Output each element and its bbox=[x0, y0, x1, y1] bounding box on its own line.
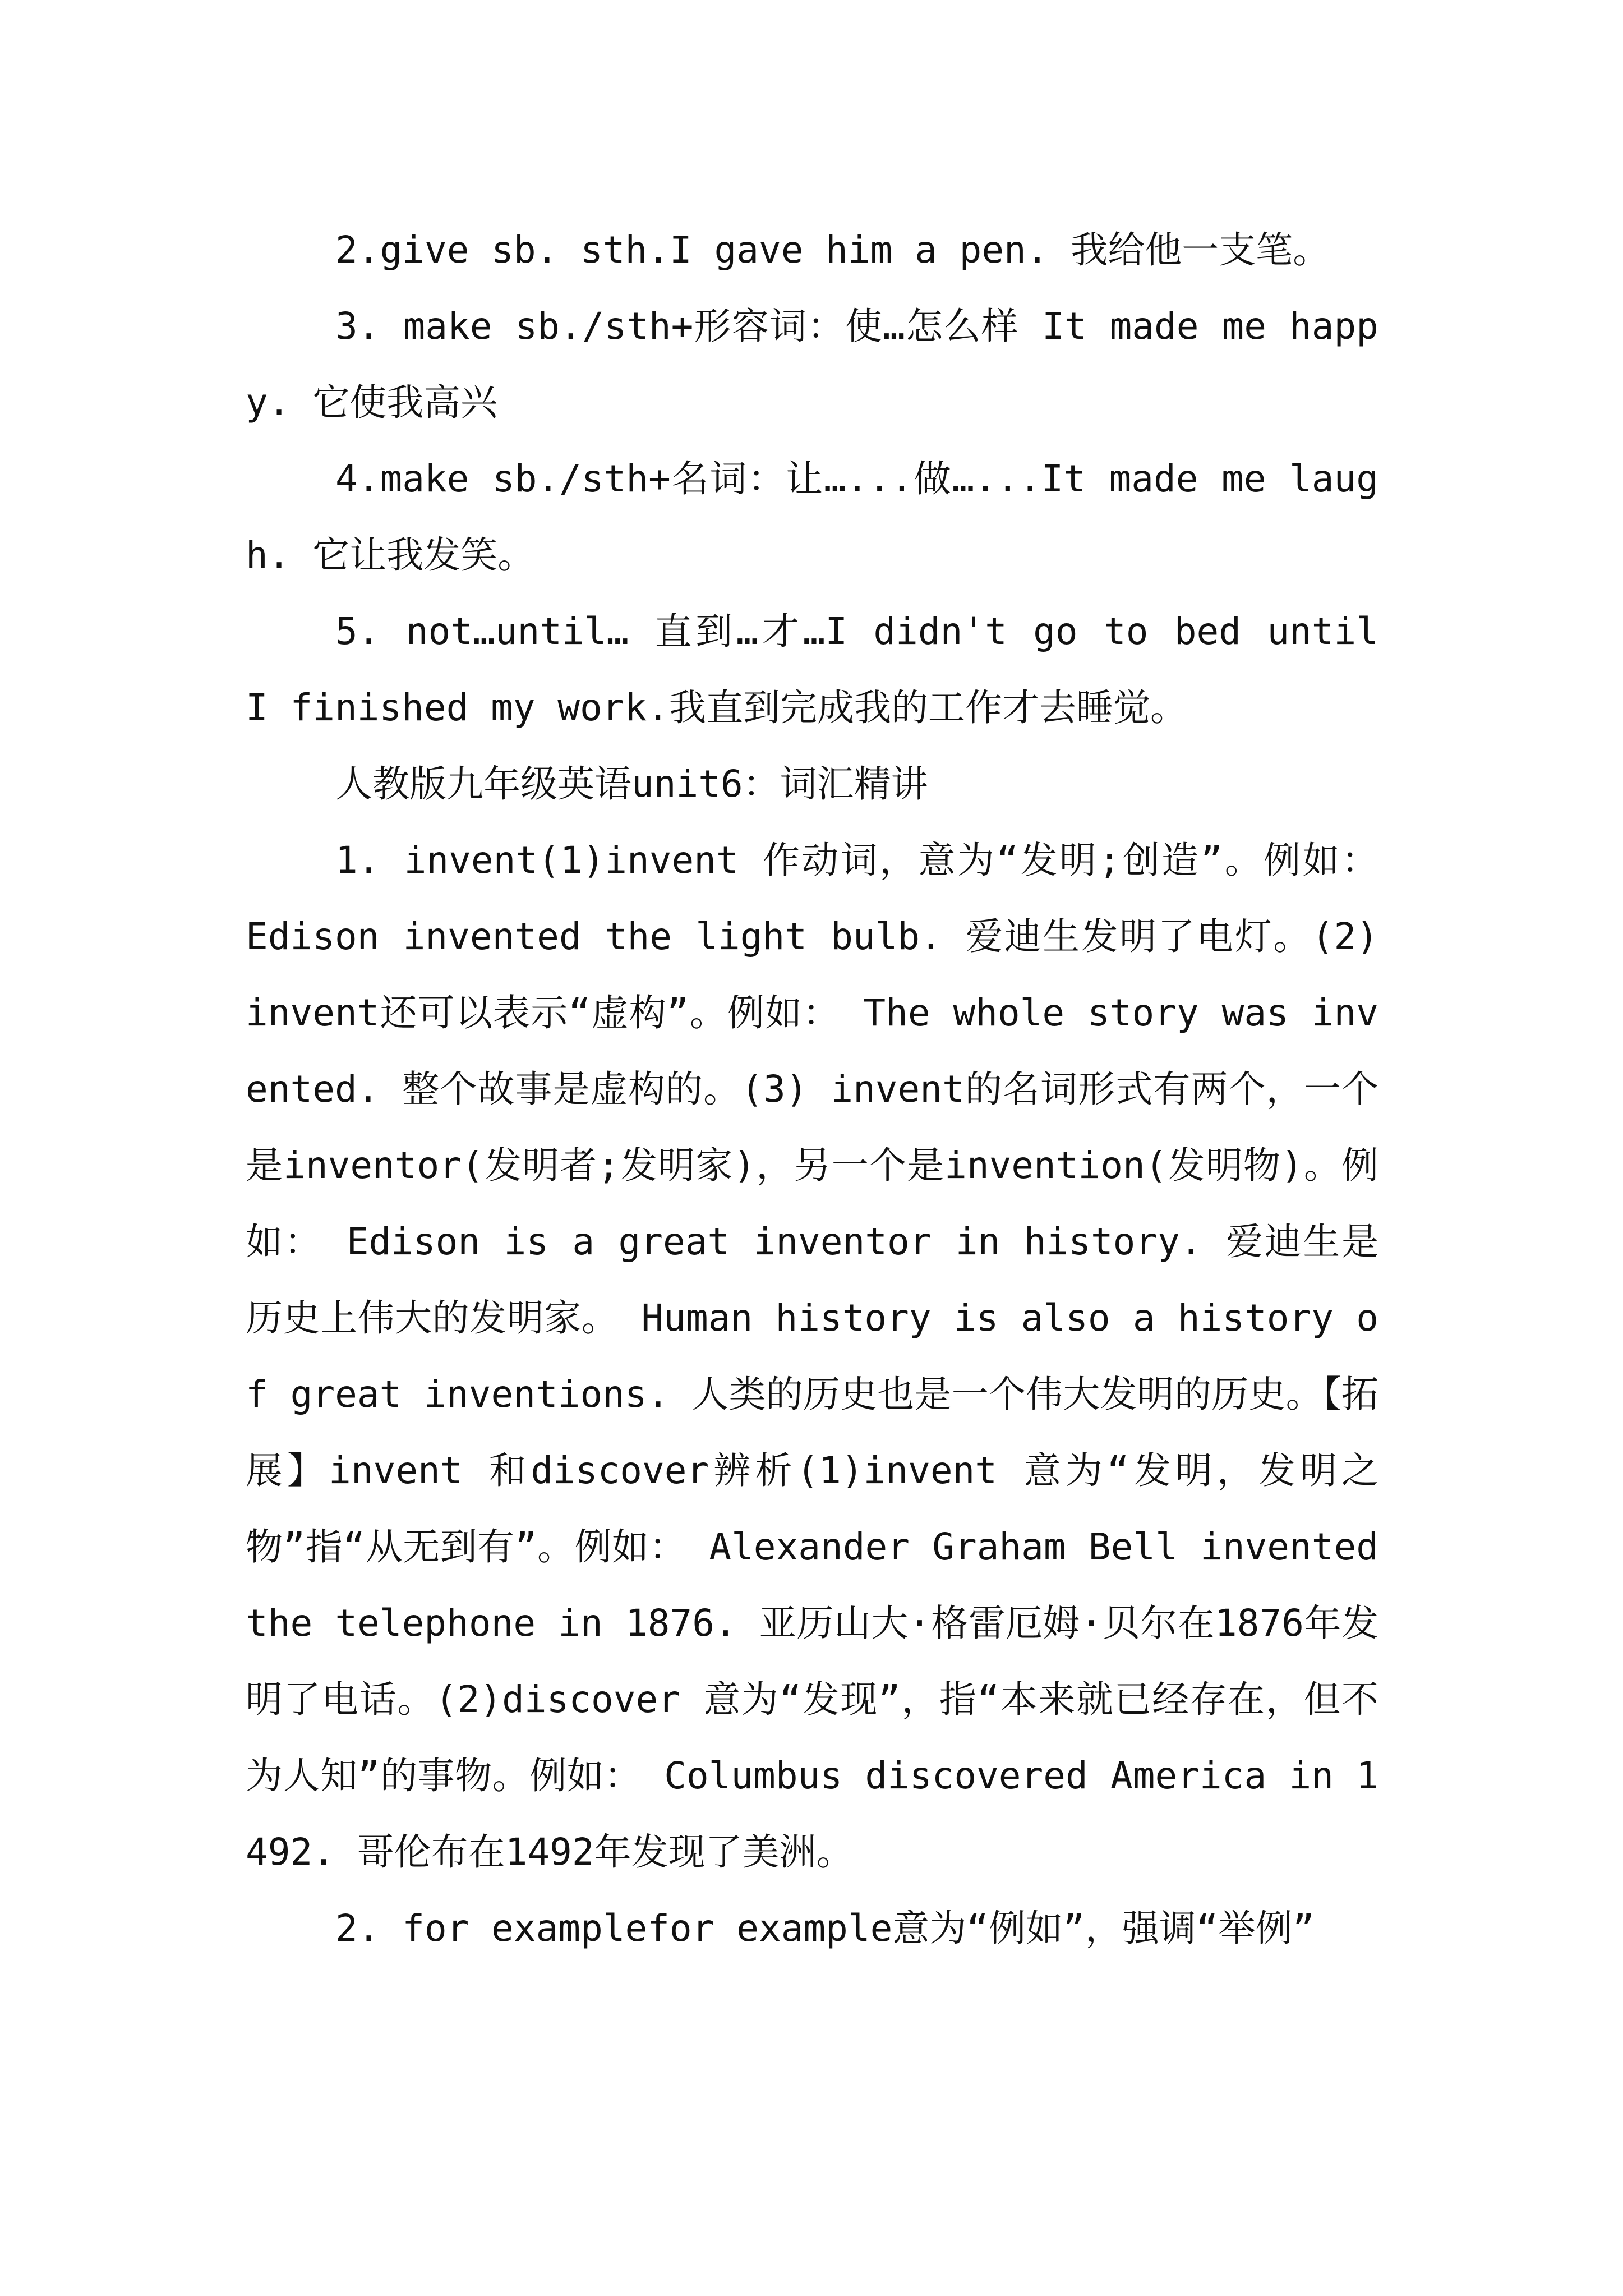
paragraph-for-example: 2. for examplefor example意为“例如”，强调“举例” bbox=[335, 1907, 1315, 1950]
paragraph-make-noun: 4.make sb./sth+名词：让…...做…...It made me laugh. 它让我发笑。 bbox=[246, 457, 1378, 577]
section-heading-vocabulary: 人教版九年级英语unit6：词汇精讲 bbox=[335, 762, 928, 806]
paragraph-give-sb-sth: 2.give sb. sth.I gave him a pen. 我给他一支笔。 bbox=[335, 228, 1330, 272]
paragraph-not-until: 5. not…until… 直到…才…I didn't go to bed until I finished my work.我直到完成我的工作才去睡觉。 bbox=[246, 610, 1378, 729]
document-page bbox=[246, 212, 1378, 1967]
paragraph-make-adjective: 3. make sb./sth+形容词：使…怎么样 It made me happy. 它使我高兴 bbox=[246, 305, 1378, 424]
paragraph-invent: 1. invent(1)invent 作动词，意为“发明;创造”。例如： Edison invented the light bulb. 爱迪生发明了电灯。(2)invent还可以表示“虚构”。例如： The whole story was invented. 整个故事是虚构的。(3) invent的名词形式有两个，一个是inventor(发明者;发明家)，另一个是invention(发明物)。例如： Edison is a great inventor in history. 爱迪生是历史上伟大的发明家。 Human history is also a history of great inventions. 人类的历史也是一个伟大发明的历史。【拓展】invent 和discover辨析(1)invent 意为“发明，发明之物”指“从无到有”。例如： Alexander Graham Bell invented the telephone in 1876. 亚历山大·格雷厄姆·贝尔在1876年发明了电话。(2)discover 意为“发现”，指“本来就已经存在，但不为人知”的事物。例如： Columbus discovered America in 1492. 哥伦布在1492年发现了美洲。 bbox=[246, 839, 1378, 1874]
